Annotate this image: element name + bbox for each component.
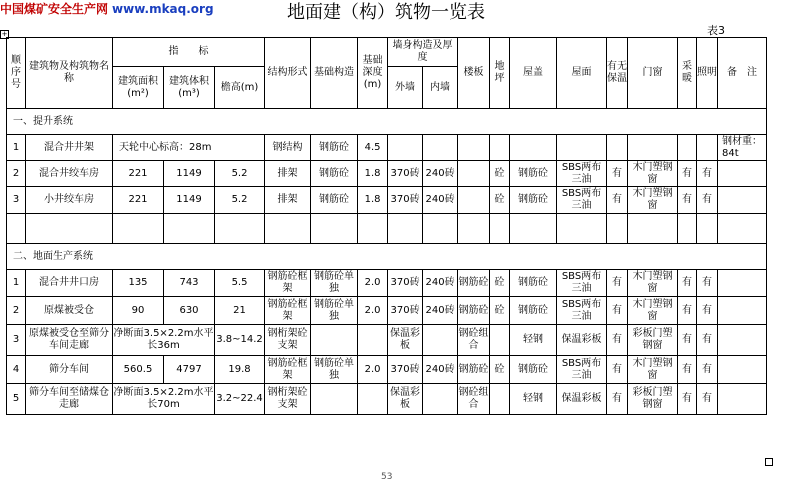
height-cell: 5.2 [215, 161, 265, 187]
roof-surface-cell: 保温彩板 [557, 384, 607, 415]
building-name: 混合井井架 [26, 135, 113, 161]
header-name: 建筑物及构筑物名称 [26, 38, 113, 109]
ground-cell: 砼 [490, 270, 510, 297]
wall-int-cell: 240砖 [423, 161, 458, 187]
empty-cell [628, 214, 678, 244]
remarks-cell [718, 270, 767, 297]
heating-cell: 有 [678, 270, 697, 297]
foundation-cell: 钢筋砼 [311, 161, 358, 187]
structure-cell: 钢筋砼框架 [265, 297, 311, 325]
depth-cell: 2.0 [358, 356, 388, 384]
header-indicator: 指 标 [113, 38, 265, 67]
row-number: 1 [7, 135, 26, 161]
empty-cell [388, 214, 423, 244]
roof-cover-cell: 钢筋砼 [510, 161, 557, 187]
header-volume: 建筑体积(m³) [164, 67, 215, 109]
remarks-cell [718, 297, 767, 325]
structure-cell: 排架 [265, 187, 311, 214]
header-structure: 结构形式 [265, 38, 311, 109]
doors-windows-cell: 木门塑钢窗 [628, 297, 678, 325]
insulation-cell: 有 [607, 325, 628, 356]
floor-slab-cell [458, 161, 490, 187]
area-cell: 221 [113, 161, 164, 187]
remarks-cell [718, 161, 767, 187]
roof-surface-cell: SBS两布三油 [557, 161, 607, 187]
row-number: 1 [7, 270, 26, 297]
roof-surface-cell: 保温彩板 [557, 325, 607, 356]
ground-cell [490, 384, 510, 415]
wall-int-cell [423, 384, 458, 415]
table-resize-handle[interactable] [765, 458, 773, 466]
empty-cell [490, 214, 510, 244]
roof-surface-cell [557, 135, 607, 161]
floor-slab-cell: 钢筋砼 [458, 356, 490, 384]
ground-cell: 砼 [490, 297, 510, 325]
roof-surface-cell: SBS两布三油 [557, 297, 607, 325]
area-volume-span-cell: 净断面3.5×2.2m水平长70m [113, 384, 215, 415]
foundation-cell: 钢筋砼单独 [311, 356, 358, 384]
building-name: 原煤被受仓 [26, 297, 113, 325]
watermark-url: www.mkaq.org [112, 2, 214, 16]
row-number: 3 [7, 325, 26, 356]
roof-cover-cell: 钢筋砼 [510, 297, 557, 325]
empty-cell [7, 214, 26, 244]
area-cell: 560.5 [113, 356, 164, 384]
header-roof-surface: 屋面 [557, 38, 607, 109]
row-number: 2 [7, 161, 26, 187]
wall-ext-cell: 370砖 [388, 187, 423, 214]
table-row [7, 297, 767, 325]
roof-cover-cell: 钢筋砼 [510, 187, 557, 214]
table-row [7, 135, 767, 161]
building-name: 筛分车间 [26, 356, 113, 384]
building-name: 混合井井口房 [26, 270, 113, 297]
empty-cell [113, 214, 164, 244]
heating-cell: 有 [678, 356, 697, 384]
foundation-cell [311, 325, 358, 356]
watermark [0, 0, 214, 17]
header-lighting: 照明 [697, 38, 718, 109]
volume-cell: 743 [164, 270, 215, 297]
row-number: 5 [7, 384, 26, 415]
wall-ext-cell: 370砖 [388, 161, 423, 187]
wall-ext-cell: 370砖 [388, 297, 423, 325]
table-number: 表3 [707, 24, 725, 37]
roof-cover-cell: 轻钢 [510, 384, 557, 415]
insulation-cell: 有 [607, 384, 628, 415]
lighting-cell: 有 [697, 270, 718, 297]
header-floor-slab: 楼板 [458, 38, 490, 109]
doors-windows-cell: 木门塑钢窗 [628, 270, 678, 297]
lighting-cell: 有 [697, 187, 718, 214]
wall-int-cell: 240砖 [423, 270, 458, 297]
insulation-cell [607, 135, 628, 161]
depth-cell: 1.8 [358, 161, 388, 187]
heating-cell: 有 [678, 187, 697, 214]
header-ground: 地坪 [490, 38, 510, 109]
foundation-cell: 钢筋砼单独 [311, 297, 358, 325]
empty-cell [607, 214, 628, 244]
wall-ext-cell: 保温彩板 [388, 325, 423, 356]
structure-cell: 排架 [265, 161, 311, 187]
lighting-cell: 有 [697, 356, 718, 384]
empty-row [7, 214, 767, 244]
doors-windows-cell: 木门塑钢窗 [628, 187, 678, 214]
height-cell: 3.8~14.2 [215, 325, 265, 356]
insulation-cell: 有 [607, 356, 628, 384]
ground-cell: 砼 [490, 356, 510, 384]
volume-cell: 1149 [164, 161, 215, 187]
empty-cell [311, 214, 358, 244]
header-wall-int: 内墙 [423, 67, 458, 109]
foundation-cell: 钢筋砼 [311, 135, 358, 161]
header-wall-ext: 外墙 [388, 67, 423, 109]
floor-slab-cell: 钢筋砼 [458, 270, 490, 297]
depth-cell: 1.8 [358, 187, 388, 214]
floor-slab-cell [458, 135, 490, 161]
structure-cell: 钢筋砼框架 [265, 356, 311, 384]
area-cell: 135 [113, 270, 164, 297]
table-row [7, 384, 767, 415]
insulation-cell: 有 [607, 297, 628, 325]
empty-cell [557, 214, 607, 244]
table-row [7, 356, 767, 384]
floor-slab-cell [458, 187, 490, 214]
wall-int-cell: 240砖 [423, 297, 458, 325]
table-row [7, 325, 767, 356]
header-remarks: 备 注 [718, 38, 767, 109]
depth-cell [358, 325, 388, 356]
remarks-cell [718, 384, 767, 415]
table-row [7, 270, 767, 297]
floor-slab-cell: 钢砼组合 [458, 325, 490, 356]
depth-cell [358, 384, 388, 415]
building-name: 小井绞车房 [26, 187, 113, 214]
insulation-cell: 有 [607, 187, 628, 214]
roof-cover-cell: 钢筋砼 [510, 356, 557, 384]
empty-cell [215, 214, 265, 244]
wall-int-cell [423, 135, 458, 161]
height-cell: 21 [215, 297, 265, 325]
row-number: 3 [7, 187, 26, 214]
wall-ext-cell: 保温彩板 [388, 384, 423, 415]
structure-cell: 钢结构 [265, 135, 311, 161]
header-area: 建筑面积(m²) [113, 67, 164, 109]
heating-cell: 有 [678, 325, 697, 356]
heating-cell: 有 [678, 384, 697, 415]
lighting-cell: 有 [697, 297, 718, 325]
depth-cell: 2.0 [358, 297, 388, 325]
empty-cell [697, 214, 718, 244]
remarks-cell [718, 325, 767, 356]
header-foundation-type: 基础构造 [311, 38, 358, 109]
buildings-table [6, 37, 767, 415]
section-title: 二、地面生产系统 [7, 244, 767, 270]
area-volume-span-cell: 净断面3.5×2.2m水平长36m [113, 325, 215, 356]
lighting-cell: 有 [697, 161, 718, 187]
header-doors-windows: 门窗 [628, 38, 678, 109]
table-move-handle[interactable]: + [1, 30, 8, 38]
indicator-span-cell: 天轮中心标高：28m [113, 135, 265, 161]
empty-cell [718, 214, 767, 244]
heating-cell [678, 135, 697, 161]
building-name: 原煤被受仓至筛分车间走廊 [26, 325, 113, 356]
table-body [7, 38, 767, 415]
depth-cell: 4.5 [358, 135, 388, 161]
doors-windows-cell: 木门塑钢窗 [628, 356, 678, 384]
empty-cell [358, 214, 388, 244]
header-foundation-depth: 基础深度(m) [358, 38, 388, 109]
doors-windows-cell: 彩板门塑钢窗 [628, 325, 678, 356]
remarks-cell: 钢材重：84t [718, 135, 767, 161]
header-wall: 墙身构造及厚度 [388, 38, 458, 67]
wall-ext-cell: 370砖 [388, 356, 423, 384]
section-row [7, 109, 767, 135]
insulation-cell: 有 [607, 270, 628, 297]
empty-cell [164, 214, 215, 244]
area-cell: 221 [113, 187, 164, 214]
section-title: 一、提升系统 [7, 109, 767, 135]
wall-ext-cell: 370砖 [388, 270, 423, 297]
height-cell: 3.2~22.4 [215, 384, 265, 415]
doors-windows-cell: 木门塑钢窗 [628, 161, 678, 187]
structure-cell: 钢桁架砼支架 [265, 325, 311, 356]
header-insulation: 有无保温 [607, 38, 628, 109]
row-number: 2 [7, 297, 26, 325]
ground-cell [490, 135, 510, 161]
insulation-cell: 有 [607, 161, 628, 187]
roof-surface-cell: SBS两布三油 [557, 356, 607, 384]
wall-int-cell: 240砖 [423, 187, 458, 214]
lighting-cell: 有 [697, 325, 718, 356]
header-height: 檐高(m) [215, 67, 265, 109]
table-row [7, 161, 767, 187]
roof-surface-cell: SBS两布三油 [557, 270, 607, 297]
building-name: 混合井绞车房 [26, 161, 113, 187]
ground-cell [490, 325, 510, 356]
structure-cell: 钢筋砼框架 [265, 270, 311, 297]
roof-cover-cell: 钢筋砼 [510, 270, 557, 297]
area-cell: 90 [113, 297, 164, 325]
roof-cover-cell [510, 135, 557, 161]
structure-cell: 钢桁架砼支架 [265, 384, 311, 415]
ground-cell: 砼 [490, 187, 510, 214]
empty-cell [265, 214, 311, 244]
ground-cell: 砼 [490, 161, 510, 187]
table-row [7, 187, 767, 214]
page-number: 53 [381, 472, 393, 482]
remarks-cell [718, 356, 767, 384]
section-row [7, 244, 767, 270]
remarks-cell [718, 187, 767, 214]
empty-cell [423, 214, 458, 244]
page-title: 地面建（构）筑物一览表 [287, 2, 485, 23]
header-seq: 顺序号 [7, 38, 26, 109]
header-heating: 采暖 [678, 38, 697, 109]
empty-cell [678, 214, 697, 244]
empty-cell [458, 214, 490, 244]
roof-surface-cell: SBS两布三油 [557, 187, 607, 214]
empty-cell [510, 214, 557, 244]
heating-cell: 有 [678, 297, 697, 325]
floor-slab-cell: 钢砼组合 [458, 384, 490, 415]
height-cell: 5.5 [215, 270, 265, 297]
floor-slab-cell: 钢筋砼 [458, 297, 490, 325]
depth-cell: 2.0 [358, 270, 388, 297]
wall-int-cell [423, 325, 458, 356]
foundation-cell [311, 384, 358, 415]
header-roof-cover: 屋盖 [510, 38, 557, 109]
volume-cell: 4797 [164, 356, 215, 384]
building-name: 筛分车间至储煤仓走廊 [26, 384, 113, 415]
empty-cell [26, 214, 113, 244]
doors-windows-cell: 彩板门塑钢窗 [628, 384, 678, 415]
volume-cell: 630 [164, 297, 215, 325]
wall-ext-cell [388, 135, 423, 161]
foundation-cell: 钢筋砼单独 [311, 270, 358, 297]
roof-cover-cell: 轻钢 [510, 325, 557, 356]
height-cell: 5.2 [215, 187, 265, 214]
heating-cell: 有 [678, 161, 697, 187]
watermark-site: 中国煤矿安全生产网 [0, 2, 109, 16]
foundation-cell: 钢筋砼 [311, 187, 358, 214]
row-number: 4 [7, 356, 26, 384]
volume-cell: 1149 [164, 187, 215, 214]
lighting-cell: 有 [697, 384, 718, 415]
wall-int-cell: 240砖 [423, 356, 458, 384]
height-cell: 19.8 [215, 356, 265, 384]
doors-windows-cell [628, 135, 678, 161]
lighting-cell [697, 135, 718, 161]
